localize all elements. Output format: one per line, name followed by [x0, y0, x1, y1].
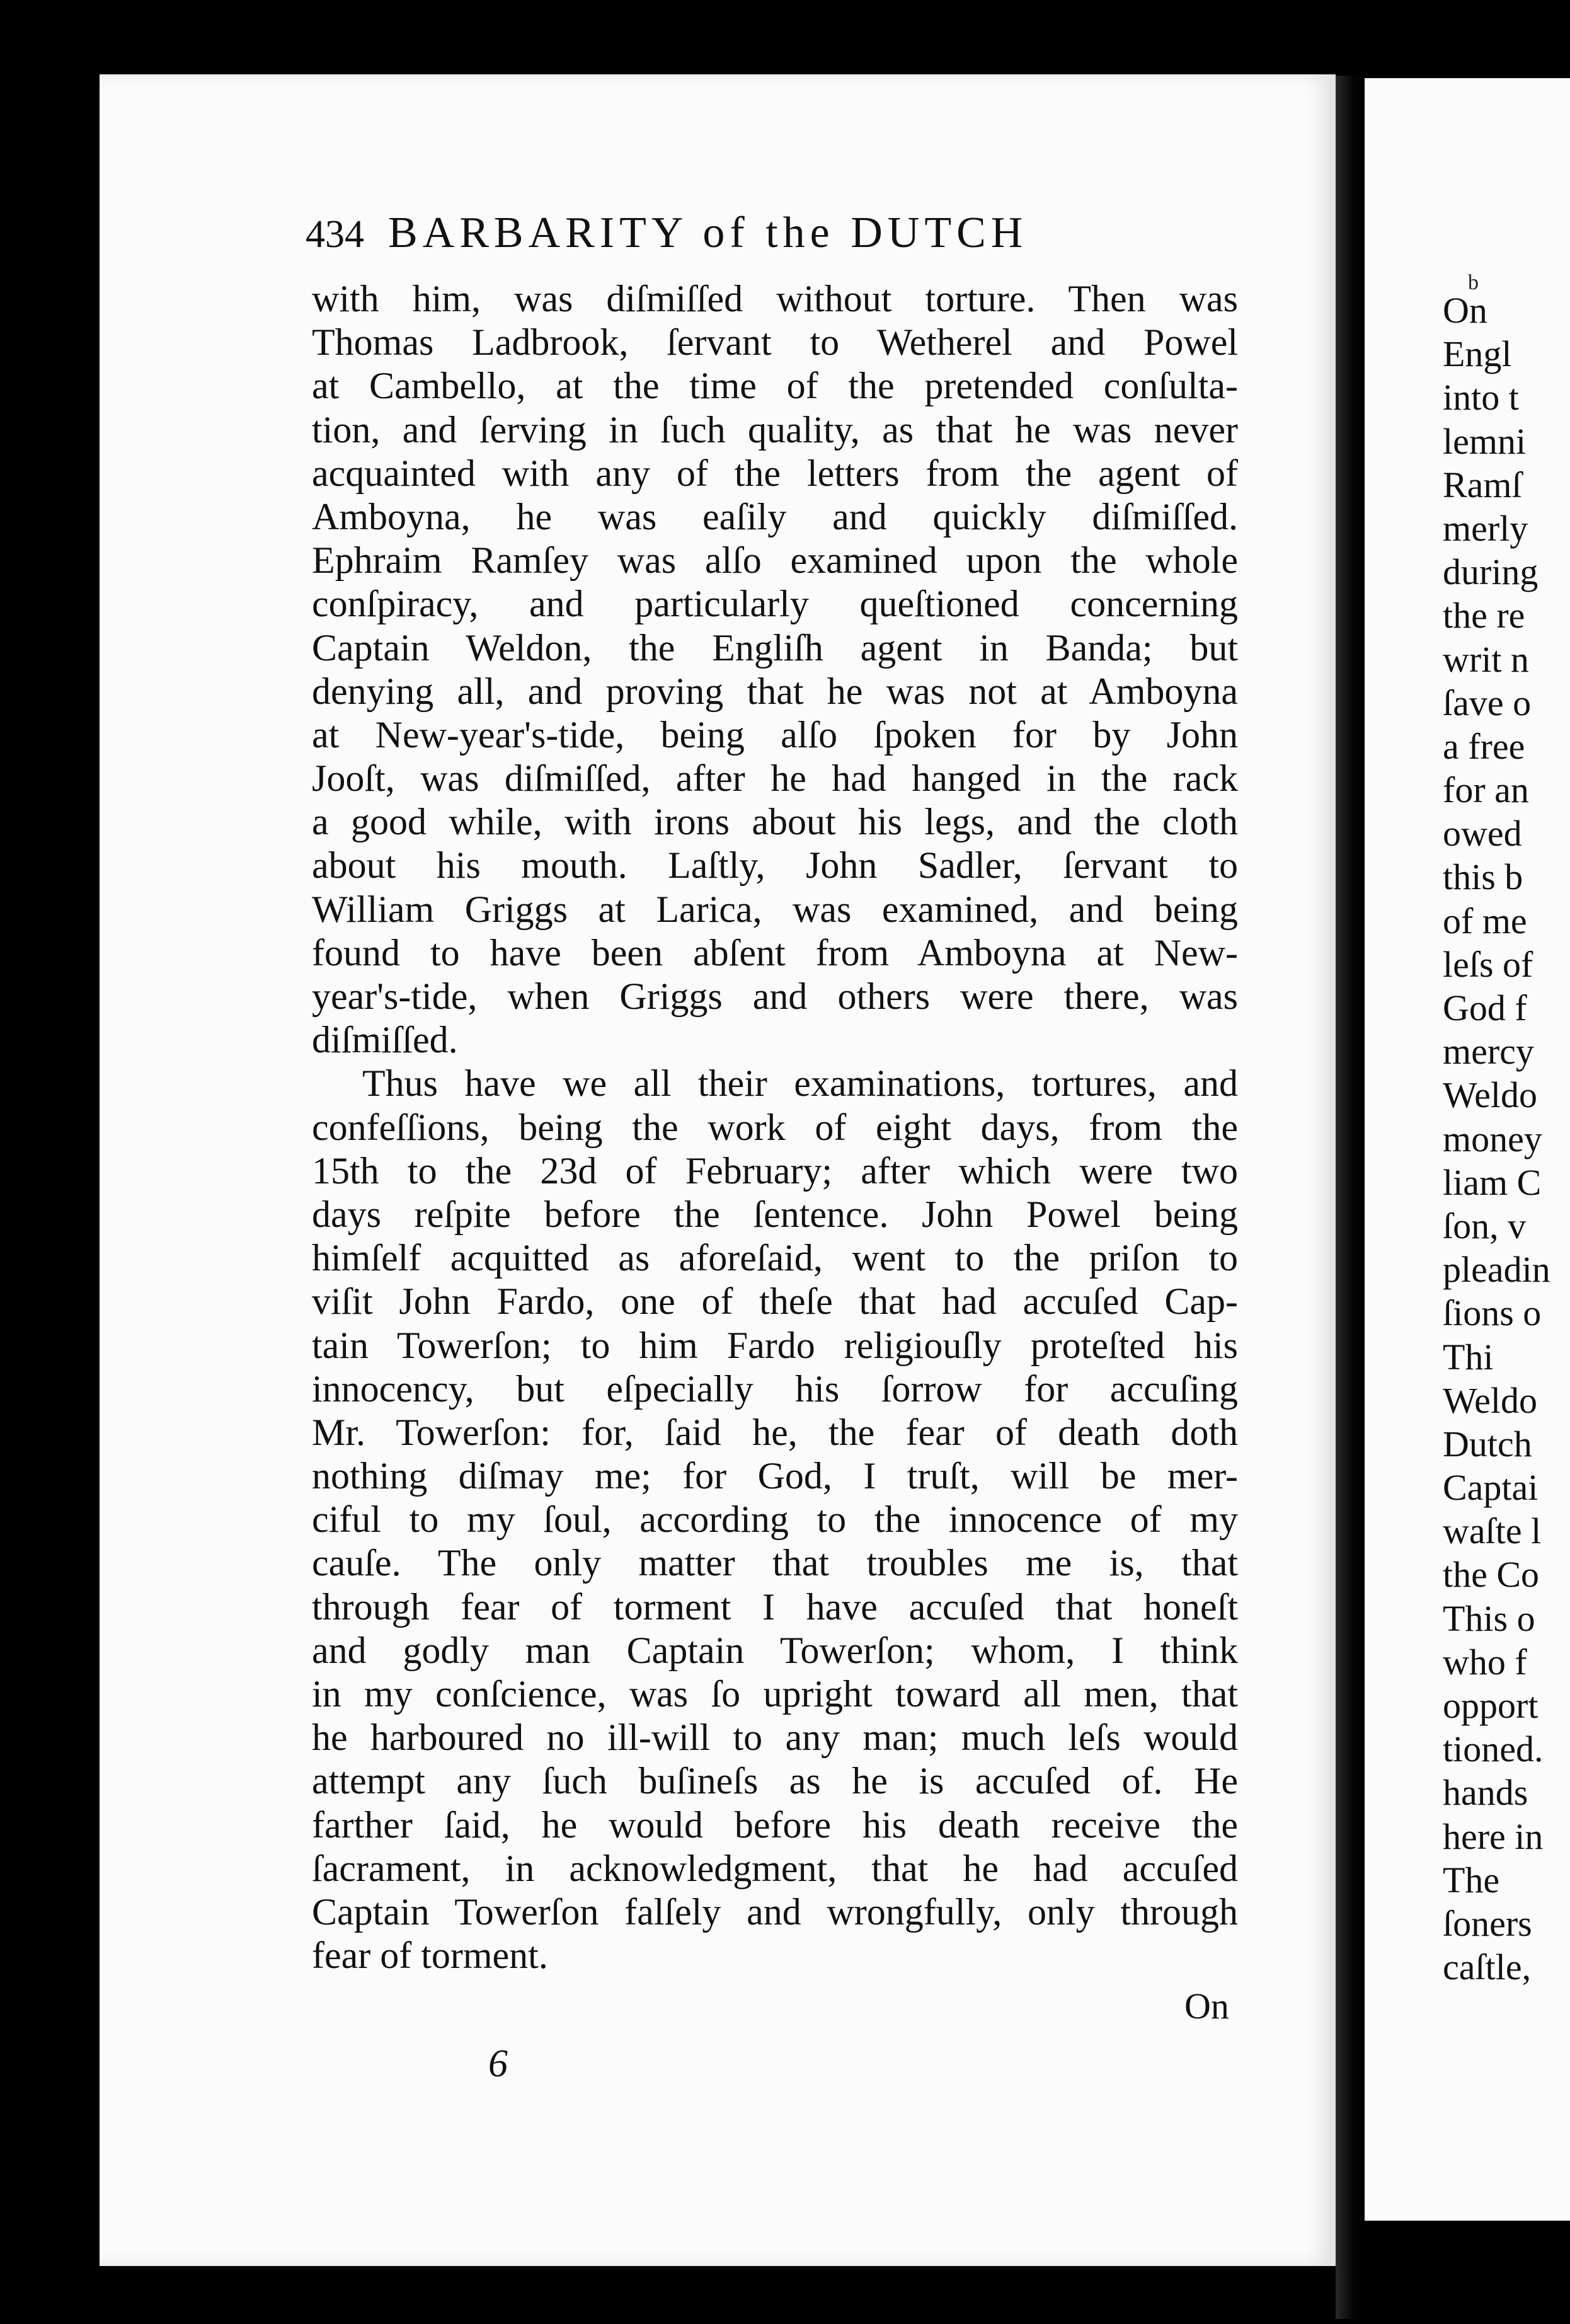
right-page-line-fragment: who f	[1443, 1641, 1527, 1683]
text-line: William Griggs at Larica, was examined, and being	[312, 888, 1238, 930]
right-page-line-fragment: Ramſ	[1443, 464, 1522, 505]
text-line: Ephraim Ramſey was alſo examined upon the whole	[312, 539, 1238, 582]
right-page-line-fragment: during	[1443, 551, 1538, 593]
right-page-line-fragment: waſte l	[1443, 1510, 1542, 1552]
signature-mark: 6	[488, 2042, 508, 2085]
right-page-line-fragment: for an	[1443, 769, 1529, 811]
text-line: acquainted with any of the letters from the agent of	[312, 452, 1238, 494]
text-line: a good while, with irons about his legs, and the cloth	[312, 801, 1238, 843]
right-page-line-fragment: Captai	[1443, 1467, 1538, 1509]
text-line: through fear of torment I have accuſed that honeſt	[312, 1585, 1238, 1628]
text-line: Thus have we all their examinations, tortures, and	[362, 1062, 1238, 1105]
right-page-line-fragment: Dutch	[1443, 1423, 1532, 1464]
text-line: with him, was diſmiſſed without torture. Then was	[312, 278, 1238, 319]
text-line: cauſe. The only matter that troubles me is, that	[312, 1542, 1238, 1584]
left-page-body	[312, 277, 1238, 1977]
text-line: tain Towerſon; to him Fardo religiouſly proteſted his	[312, 1324, 1238, 1366]
right-page-line-fragment: ſon, v	[1443, 1205, 1527, 1246]
right-page-line-fragment: a free	[1443, 725, 1525, 767]
text-line: himſelf acquitted as aforeſaid, went to the priſon to	[312, 1237, 1238, 1279]
right-page-line-fragment: owed	[1443, 813, 1522, 854]
running-title: BARBARITY of the DUTCH	[388, 209, 1028, 257]
text-line: Thomas Ladbrook, ſervant to Wetherel and Powel	[312, 321, 1238, 364]
text-line: confeſſions, being the work of eight days, from the	[312, 1106, 1238, 1148]
text-line: year's-tide, when Griggs and others were there, was	[312, 975, 1238, 1017]
right-page-line-fragment: The	[1443, 1859, 1500, 1901]
text-line: at New-year's-tide, being alſo ſpoken for by John	[312, 713, 1238, 756]
right-page-line-fragment: liam C	[1443, 1161, 1542, 1203]
right-page-line-fragment: into t	[1443, 377, 1519, 418]
text-line: viſit John Fardo, one of theſe that had accuſed Cap-	[312, 1280, 1238, 1323]
text-line: fear of torment.	[312, 1935, 548, 1977]
text-line: Captain Towerſon falſely and wrongfully, only through	[312, 1890, 1238, 1933]
right-page-line-fragment: this b	[1443, 856, 1523, 898]
text-line: at Cambello, at the time of the pretended conſulta-	[312, 365, 1238, 407]
book-gutter	[1336, 76, 1365, 2319]
text-line: ciful to my ſoul, according to the innocence of my	[312, 1499, 1238, 1541]
text-line: days reſpite before the ſentence. John Powel being	[312, 1193, 1238, 1235]
right-page-line-fragment: here in	[1443, 1815, 1544, 1857]
right-page-line-fragment: leſs of	[1443, 943, 1533, 985]
right-page-fragment-mark: b	[1468, 271, 1479, 294]
right-page-line-fragment: Engl	[1443, 333, 1512, 375]
text-line: ſacrament, in acknowledgment, that he had accuſed	[312, 1847, 1238, 1889]
right-page-line-fragment: writ n	[1443, 638, 1529, 680]
right-page-line-fragment: ſave o	[1443, 682, 1532, 723]
right-page-line-fragment: God f	[1443, 987, 1527, 1028]
right-page-line-fragment: ſions o	[1443, 1292, 1542, 1334]
right-page-line-fragment: Weldo	[1443, 1379, 1537, 1421]
text-line: 15th to the 23d of February; after which were two	[312, 1149, 1238, 1192]
right-page-line-fragment: lemni	[1443, 420, 1527, 462]
right-page-line-fragment: Weldo	[1443, 1074, 1537, 1116]
right-page-line-fragment: of me	[1443, 900, 1527, 941]
text-line: in my conſcience, was ſo upright toward all men, that	[312, 1673, 1238, 1715]
right-page-body	[1443, 289, 1570, 1989]
text-line: Captain Weldon, the Engliſh agent in Banda; but	[312, 626, 1238, 669]
text-line: about his mouth. Laſtly, John Sadler, ſervant to	[312, 844, 1238, 887]
right-page-line-fragment: This o	[1443, 1597, 1535, 1639]
text-line: diſmiſſed.	[312, 1019, 458, 1061]
text-line: farther ſaid, he would before his death receive the	[312, 1803, 1238, 1846]
text-line: he harboured no ill-will to any man; much leſs would	[312, 1717, 1238, 1759]
catchword: On	[1184, 1986, 1229, 2027]
text-line: conſpiracy, and particularly queſtioned concerning	[312, 583, 1238, 625]
text-line: attempt any ſuch buſineſs as he is accuſed of. He	[312, 1760, 1238, 1802]
right-page-line-fragment: opport	[1443, 1685, 1538, 1726]
right-page-line-fragment: caſtle,	[1443, 1947, 1532, 1988]
page-number: 434	[306, 213, 364, 256]
right-page-line-fragment: mercy	[1443, 1031, 1534, 1073]
right-page-line-fragment: the Co	[1443, 1554, 1540, 1596]
right-page-line-fragment: the re	[1443, 595, 1525, 636]
right-page-line-fragment: pleadin	[1443, 1249, 1550, 1291]
text-line: denying all, and proving that he was not at Amboyna	[312, 670, 1238, 712]
right-page-line-fragment: On	[1443, 290, 1487, 331]
text-line: Amboyna, he was eaſily and quickly diſmiſſed.	[312, 495, 1238, 538]
text-line: tion, and ſerving in ſuch quality, as that he was never	[312, 408, 1238, 451]
right-page-line-fragment: hands	[1443, 1772, 1528, 1814]
right-page-line-fragment: money	[1443, 1118, 1542, 1159]
text-line: nothing diſmay me; for God, I truſt, will be mer-	[312, 1455, 1238, 1497]
text-line: Mr. Towerſon: for, ſaid he, the fear of death doth	[312, 1411, 1238, 1453]
page-header	[306, 208, 1251, 271]
right-page-line-fragment: tioned.	[1443, 1729, 1544, 1770]
right-page-line-fragment: ſoners	[1443, 1902, 1532, 1944]
right-page-line-fragment: Thi	[1443, 1336, 1494, 1378]
text-line: innocency, but eſpecially his ſorrow for accuſing	[312, 1367, 1238, 1410]
text-line: found to have been abſent from Amboyna at New-	[312, 931, 1238, 974]
text-line: and godly man Captain Towerſon; whom, I think	[312, 1629, 1238, 1671]
text-line: Jooſt, was diſmiſſed, after he had hanged in the rack	[312, 757, 1238, 800]
right-page-line-fragment: merly	[1443, 507, 1528, 549]
